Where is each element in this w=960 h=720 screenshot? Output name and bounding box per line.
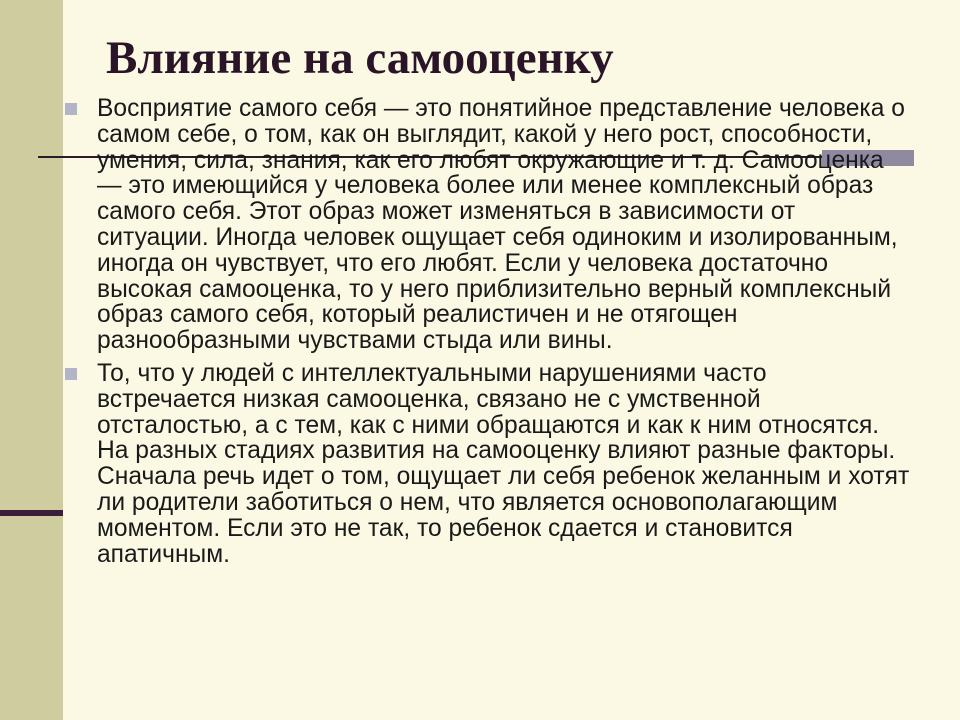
square-bullet-icon [65, 103, 77, 115]
bullet-item [60, 361, 912, 567]
band-accent-bar [0, 510, 63, 516]
bullet-list [60, 96, 912, 574]
left-decorative-band [0, 0, 63, 720]
bullet-text: Восприятие самого себя — это понятийное представление человека о самом себе, о том, как он выглядит, какой у него рост, способности, умения, сила, знания, как его любят окружающие и т. д. Самооценка — это имеющийся у человека более или менее комплексный образ самого себя. Этот образ может изменяться в зависимости от ситуации. Иногда человек ощущает себя одиноким и изолированным, иногда он чувствует, что его любят. Если у человека достаточно высокая самооценка, то у него приблизительно верный комплексный образ самого себя, который реалистичен и не отягощен разнообразными чувствами стыда или вины. [97, 95, 905, 355]
bullet-item [60, 96, 912, 354]
bullet-text: То, что у людей с интеллектуальными нарушениями часто встречается низкая самооценка, связано не с умственной отсталостью, а с тем, как с ними обращаются и как к ним относятся. На разных стадиях развития на самооценку влияют разные факторы. Сначала речь идет о том, ощущает ли себя ребенок желанным и хотят ли родители заботиться о нем, что является основополагающим моментом. Если это не так, то ребенок сдается и становится апатичным. [97, 359, 910, 568]
slide-title: Влияние на самооценку [106, 32, 614, 84]
square-bullet-icon [65, 368, 77, 380]
